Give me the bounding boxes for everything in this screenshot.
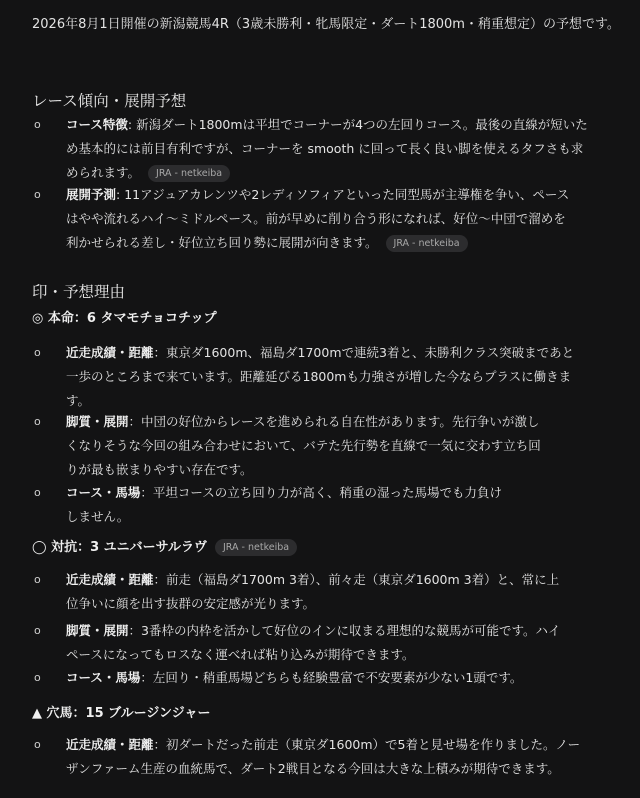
- intro-text: 2026年8月1日開催の新潟競馬4R（3歳未勝利・牝馬限定・ダート1800m・稍重想定）の予想です。: [32, 17, 620, 32]
- list-item-course-feature: コース特徴: 新潟ダート1800mは平坦でコーナーが4つの左回りコース。最後の直線が短いため基本的には前目有利ですが、コーナーを smooth に回って長く良い脚を使えるタフさも求められます。 JRA - netkeiba: [66, 117, 588, 180]
- item-label: コース特徴: [66, 117, 128, 132]
- item-text: 前走（福島ダ1700m 3着）、前々走（東京ダ1600m 3着）と、常に上位争いに顔を出す抜群の安定感が光ります。: [66, 572, 560, 611]
- list-item-recent-form: 近走成績・距離：初ダートだった前走（東京ダ1600m）で5着と見せ場を作りました。ノーザンファーム生産の血統馬で、ダート2戦目となる今回は大きな上積みが期待できます。: [66, 737, 581, 776]
- source-chip[interactable]: JRA - netkeiba: [148, 165, 230, 182]
- source-chip[interactable]: JRA - netkeiba: [215, 539, 297, 556]
- list-item-recent-form: 近走成績・距離：東京ダ1600m、福島ダ1700mで連続3着と、未勝利クラス突破まであと一歩のところまで来ています。距離延びる1800mも力強さが増した今ならプラスに働きます。: [66, 345, 575, 408]
- bullet-icon: o: [34, 188, 41, 201]
- section-heading-race-trend: レース傾向・展開予想: [32, 92, 187, 110]
- pick-title-honmei: ◎ 本命：6 タマモチョコチップ: [32, 311, 217, 326]
- list-item-recent-form: 近走成績・距離：前走（福島ダ1700m 3着）、前々走（東京ダ1600m 3着）と、常に上位争いに顔を出す抜群の安定感が光ります。: [66, 572, 560, 611]
- pick-title-taikou: ◯ 対抗：3 ユニバーサルラヴ JRA - netkeiba: [32, 536, 297, 556]
- item-text: 新潟ダート1800mは平坦でコーナーが4つの左回りコース。最後の直線が短いため基本的には前目有利ですが、コーナーを smooth に回って長く良い脚を使えるタフさも求められます。: [66, 117, 588, 180]
- item-text: 中団の好位からレースを進められる自在性があります。先行争いが激しくなりそうな今回の組み合わせにおいて、バテた先行勢を直線で一気に交わす立ち回りが最も嵌まりやすい存在です。: [66, 414, 541, 477]
- bullet-icon: o: [34, 624, 41, 637]
- item-label: コース・馬場: [66, 485, 141, 500]
- item-text: 平坦コースの立ち回り力が高く、稍重の湿った馬場でも力負けしません。: [66, 485, 503, 524]
- item-label: コース・馬場: [66, 670, 141, 685]
- item-label: 近走成績・距離: [66, 345, 154, 360]
- list-item-pace-forecast: 展開予測: 11アジュアカレンツや2レディソフィアといった同型馬が主導権を争い、ペースはやや流れるハイ～ミドルペース。前が早めに削り合う形になれば、好位～中団で溜めを利かせられる差し・好位立ち回り勢に展開が向きます。 JRA - netkeiba: [66, 187, 570, 250]
- item-text: 11アジュアカレンツや2レディソフィアといった同型馬が主導権を争い、ペースはやや流れるハイ～ミドルペース。前が早めに削り合う形になれば、好位～中団で溜めを利かせられる差し・好位立ち回り勢に展開が向きます。: [66, 187, 570, 250]
- list-item-running-style: 脚質・展開：3番枠の内枠を活かして好位のインに収まる理想的な競馬が可能です。ハイペースになってもロスなく運べれば粘り込みが期待できます。: [66, 623, 561, 662]
- item-label: 脚質・展開: [66, 623, 129, 638]
- item-text: 初ダートだった前走（東京ダ1600m）で5着と見せ場を作りました。ノーザンファーム生産の血統馬で、ダート2戦目となる今回は大きな上積みが期待できます。: [66, 737, 581, 776]
- bullet-icon: o: [34, 486, 41, 499]
- item-text: 3番枠の内枠を活かして好位のインに収まる理想的な競馬が可能です。ハイペースになってもロスなく運べれば粘り込みが期待できます。: [66, 623, 561, 662]
- list-item-course-track: コース・馬場：平坦コースの立ち回り力が高く、稍重の湿った馬場でも力負けしません。: [66, 485, 503, 524]
- bullet-icon: o: [34, 118, 41, 131]
- bullet-icon: o: [34, 346, 41, 359]
- list-item-running-style: 脚質・展開：中団の好位からレースを進められる自在性があります。先行争いが激しくなりそうな今回の組み合わせにおいて、バテた先行勢を直線で一気に交わす立ち回りが最も嵌まりやすい存在です。: [66, 414, 541, 477]
- item-text: 左回り・稍重馬場どちらも経験豊富で不安要素が少ない1頭です。: [152, 670, 523, 685]
- item-label: 展開予測: [66, 187, 117, 202]
- pick-title-anauma: ▲ 穴馬：15 ブルージンジャー: [32, 706, 211, 721]
- bullet-icon: o: [34, 573, 41, 586]
- item-label: 脚質・展開: [66, 414, 129, 429]
- bullet-icon: o: [34, 671, 41, 684]
- source-chip[interactable]: JRA - netkeiba: [386, 235, 468, 252]
- item-label: 近走成績・距離: [66, 737, 154, 752]
- item-label: 近走成績・距離: [66, 572, 154, 587]
- bullet-icon: o: [34, 415, 41, 428]
- section-heading-picks: 印・予想理由: [32, 283, 126, 301]
- list-item-course-track: コース・馬場：左回り・稍重馬場どちらも経験豊富で不安要素が少ない1頭です。: [66, 670, 523, 685]
- item-text: 東京ダ1600m、福島ダ1700mで連続3着と、未勝利クラス突破まであと一歩のところまで来ています。距離延びる1800mも力強さが増した今ならプラスに働きます。: [66, 345, 575, 408]
- bullet-icon: o: [34, 738, 41, 751]
